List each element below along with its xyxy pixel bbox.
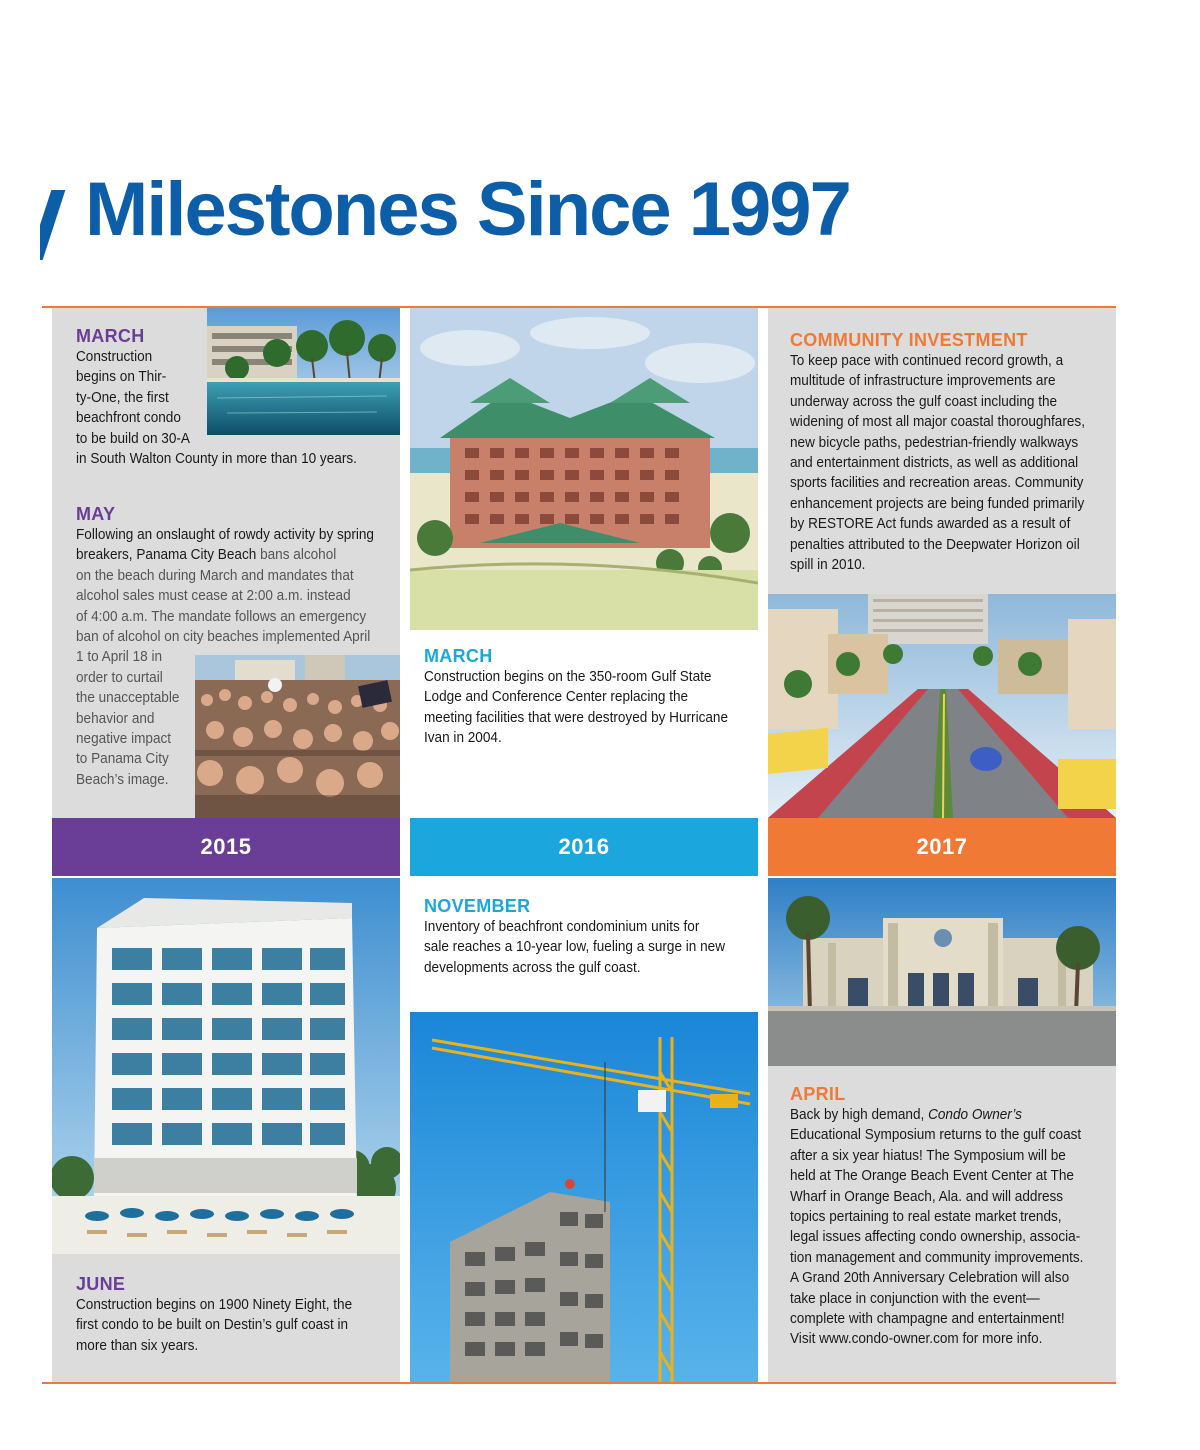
milestone-2017-community: [790, 330, 1114, 575]
milestone-heading: MARCH: [424, 646, 493, 666]
title-fragment-mark: [40, 190, 65, 260]
milestone-heading: JUNE: [76, 1274, 126, 1294]
milestone-2016-march: [424, 646, 754, 749]
page-title: Milestones Since 1997: [85, 167, 850, 252]
milestone-text: Construction begins on Thir- ty-One, the first beachfront condo to be build on 30-A in South Walton County in more than 10 years.: [76, 349, 357, 468]
milestone-text: To keep pace with continued record growth, a multitude of infrastructure improvements are underway across the gulf coast including the widening of most all major coastal thoroughfares, new bicycle paths, pedestrian-friendly walkways and entertainment districts, as well as additional sports facilities and recreation areas. Community enhancement projects are being funded primarily by RESTORE Act funds awarded as a result of penalties attributed to the Deepwater Horizon oil spill in 2010.: [790, 353, 1085, 574]
condo-tower-rendering: [52, 878, 400, 1254]
milestone-heading: MARCH: [76, 326, 145, 346]
milestone-text: Construction begins on the 350-room Gulf State Lodge and Conference Center replacing the meeting facilities that were destroyed by Hurricane Ivan in 2004.: [424, 669, 729, 747]
year-bar-2016: 2016: [410, 818, 758, 876]
milestone-text: Back by high demand, Condo Owner’s Educational Symposium returns to the gulf coast after a six year hiatus! The Symposium will be held at The Orange Beach Event Center at The Wharf in Orange Beach, Ala. and will address topics pertaining to real estate market trends, legal issues affecting condo ownership, associa- tion management and community improvements. A Grand 20th Anniversary Celebration will also take place in conjunction with the event— complete with champagne and entertainment! Visit www.condo-owner.com for more info.: [790, 1107, 1084, 1348]
milestone-heading: APRIL: [790, 1084, 846, 1104]
title-banner: [40, 160, 1140, 270]
construction-crane-photo: [410, 1012, 758, 1382]
milestone-heading: MAY: [76, 504, 116, 524]
event-center-photo: [768, 878, 1116, 1066]
milestone-text: Following an onslaught of rowdy activity by spring breakers, Panama City Beach bans alcohol on the beach during March and mandates that alcohol sales must cease at 2:00 a.m. instead of 4:00 a.m. The mandate follows an emergency ban of alcohol on city beaches implemented April 1 to April 18 in order to curtail the unacceptable behavior and negative impact to Panama City Beach’s image.: [76, 527, 374, 788]
year-bar-2015: 2015: [52, 818, 400, 876]
milestone-text: Construction begins on 1900 Ninety Eight, the first condo to be built on Destin’s gulf coast in more than six years.: [76, 1297, 353, 1354]
street-improvement-rendering: [768, 594, 1116, 818]
milestone-text: Inventory of beachfront condominium units for sale reaches a 10-year low, fueling a surge in new developments across the gulf coast.: [424, 919, 726, 976]
milestone-2015-june: [76, 1274, 396, 1356]
milestone-heading: COMMUNITY INVESTMENT: [790, 330, 1028, 350]
milestone-2015-may: [76, 504, 396, 790]
bottom-rule: [42, 1382, 1116, 1384]
lodge-sketch-rendering: [410, 308, 758, 630]
milestone-heading: NOVEMBER: [424, 896, 531, 916]
milestone-2016-november: [424, 896, 754, 978]
milestone-2015-march: [76, 326, 376, 469]
milestone-2017-april: [790, 1084, 1114, 1350]
year-bar-2017: 2017: [768, 818, 1116, 876]
